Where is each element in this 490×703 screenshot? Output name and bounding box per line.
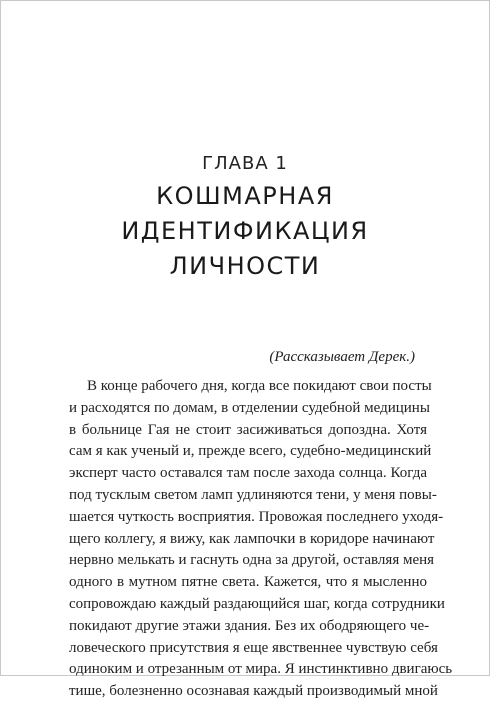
chapter-title <box>1 179 489 284</box>
body-paragraph <box>69 376 453 703</box>
chapter-title-line: ЛИЧНОСТИ <box>169 252 321 280</box>
text-line: ловеческого присутствия я еще явственнее чувствую себя <box>69 639 438 656</box>
text-line: тише, болезненно осознавая каждый производимый мной <box>69 683 438 700</box>
text-line: нервно мелькать и гаснуть одна за другой, оставляя меня <box>69 552 435 569</box>
text-line: в больнице Гая не стоит засиживаться допоздна. Хотя <box>69 421 427 438</box>
text-line: щего коллегу, я вижу, как лампочки в коридоре начинают <box>69 530 435 547</box>
text-line: под тусклым светом ламп удлиняются тени, у меня повы- <box>69 486 437 503</box>
text-line: эксперт часто оставался там после захода солнца. Когда <box>69 465 427 482</box>
text-line: сопровождаю каждый раздающийся шаг, когда сотрудники <box>69 595 445 612</box>
text-line: одного в мутном пятне света. Кажется, что я мысленно <box>69 574 427 591</box>
text-line: и расходятся по домам, в отделении судебной медицины <box>69 399 430 416</box>
text-line: покидают другие этажи здания. Без их ободряющего че- <box>69 617 430 634</box>
chapter-title-line: ИДЕНТИФИКАЦИЯ <box>121 217 369 245</box>
text-line: В конце рабочего дня, когда все покидают свои посты <box>87 378 432 394</box>
chapter-title-line: КОШМАРНАЯ <box>156 182 334 210</box>
text-line: сам я как ученый и, прежде всего, судебно-медицинский <box>69 443 432 460</box>
text-line: одиноким и отрезанным от мира. Я инстинктивно двигаюсь <box>69 661 453 678</box>
narrator-note: (Рассказывает Дерек.) <box>269 349 415 365</box>
text-line: шается чуткость восприятия. Провожая последнего уходя- <box>69 508 444 525</box>
chapter-label: ГЛАВА 1 <box>202 153 288 174</box>
